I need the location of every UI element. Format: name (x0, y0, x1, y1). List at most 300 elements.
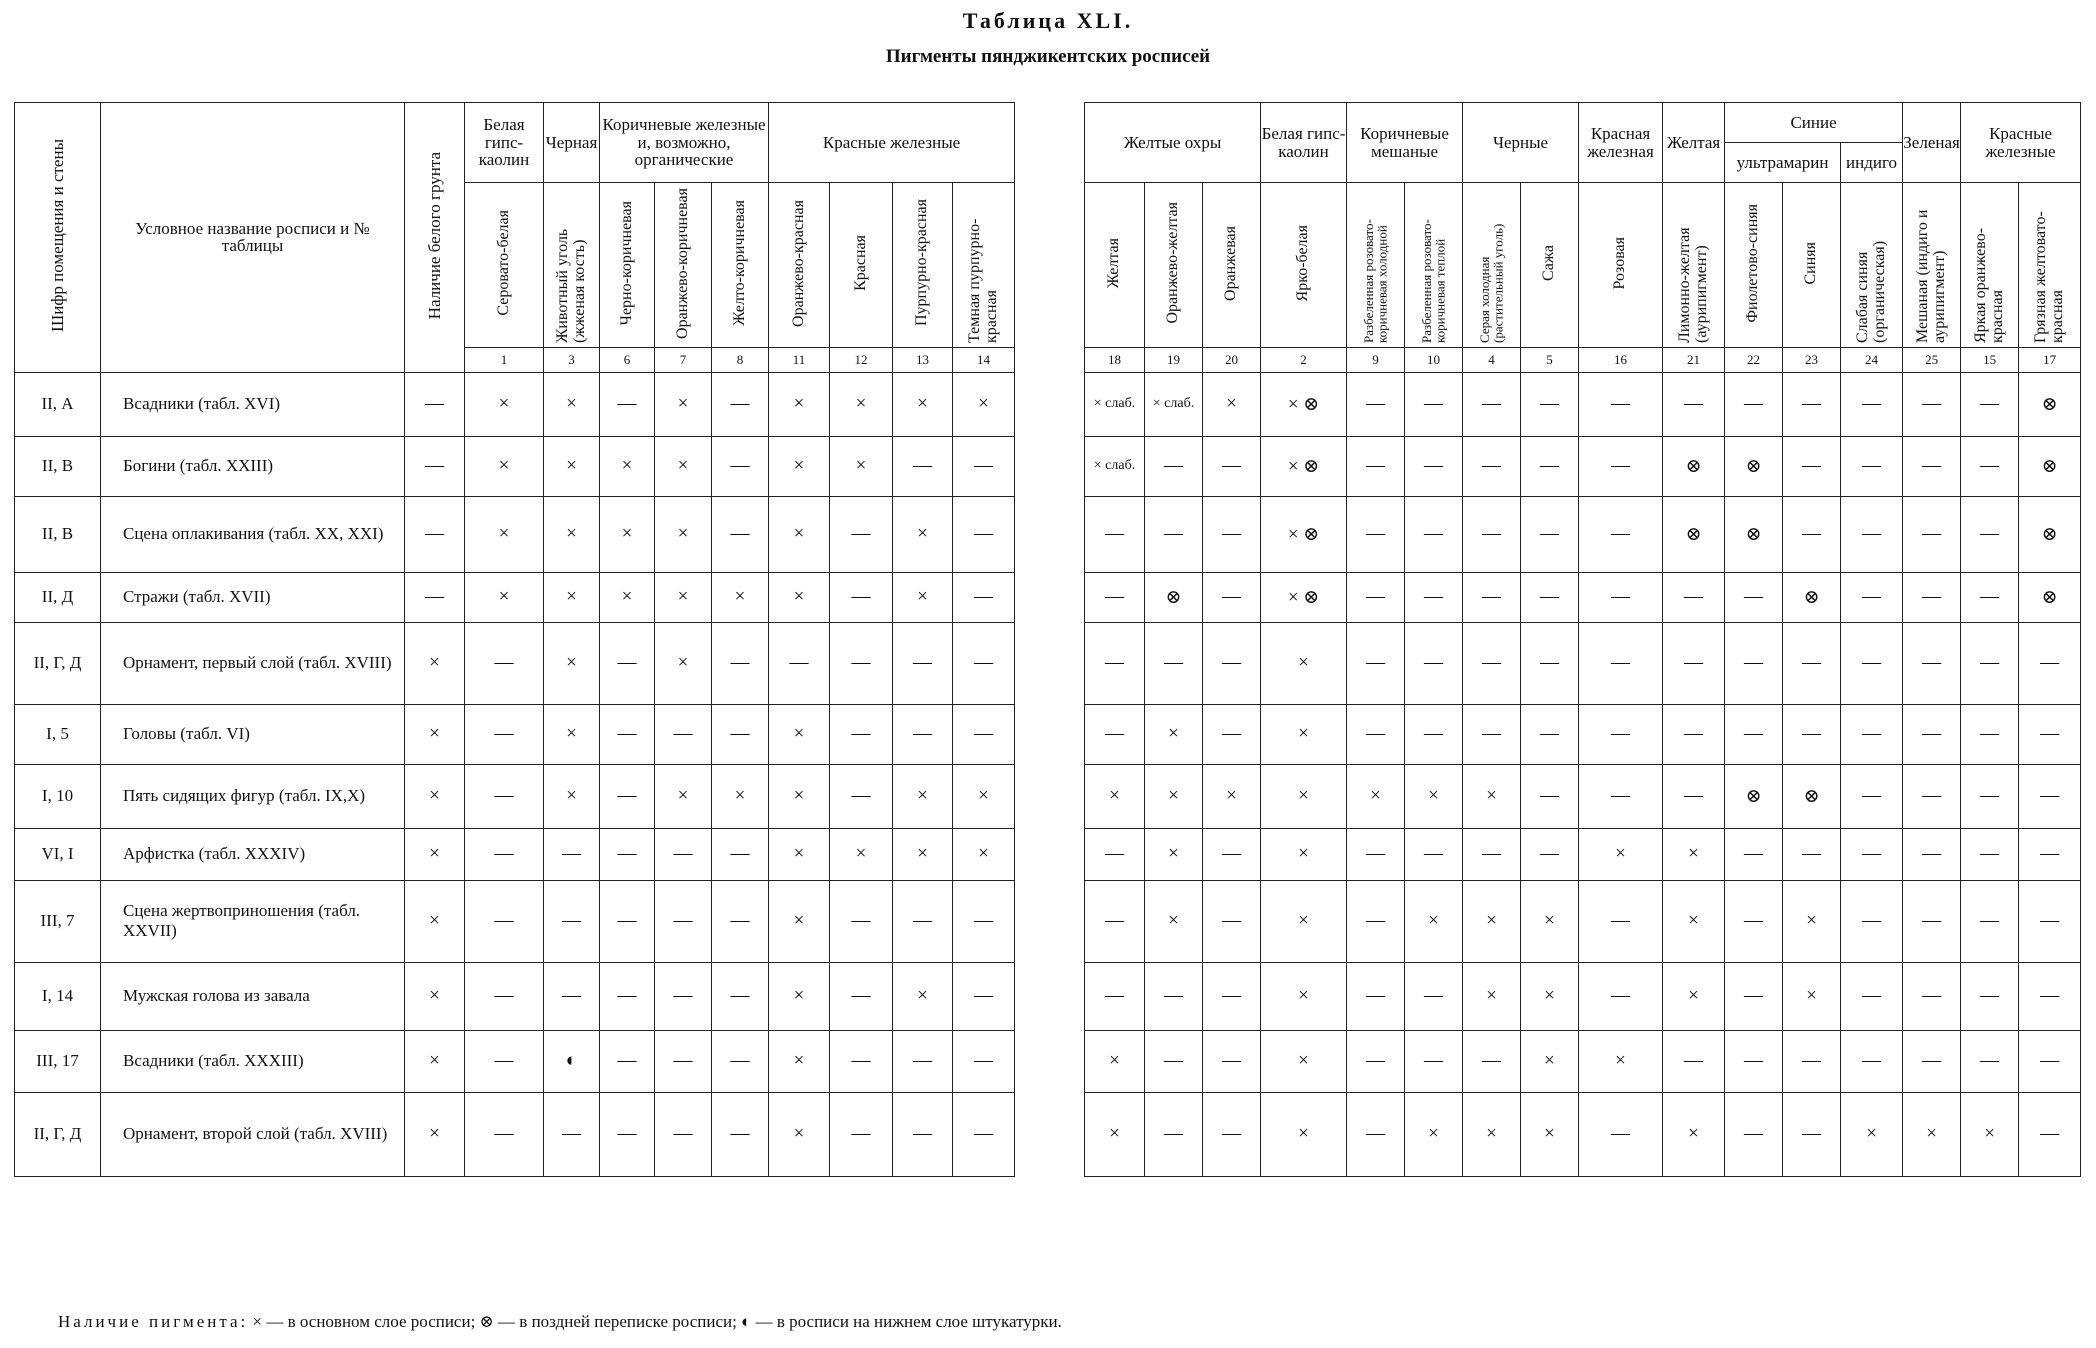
pigment-cell: — (2019, 1092, 2081, 1176)
pigment-cell: — (1203, 1030, 1261, 1092)
right-col-header (1145, 183, 1203, 348)
left-col-number: 1 (465, 347, 544, 372)
subgroup-ultramarine: ультрамарин (1725, 143, 1841, 183)
row-code: II, А (15, 372, 101, 436)
row-ground: × (405, 962, 465, 1030)
pigment-cell: — (712, 1092, 769, 1176)
pigment-cell: × (544, 622, 600, 704)
row-ground: × (405, 828, 465, 880)
pigment-cell: — (1203, 572, 1261, 622)
pigment-cell: — (1961, 372, 2019, 436)
row-name: Сцена оплакивания (табл. XX, XXI) (101, 496, 405, 572)
pigment-cell: — (1903, 704, 1961, 764)
pigment-cell: — (1347, 1092, 1405, 1176)
pigment-cell: — (1903, 436, 1961, 496)
right-col-number: 4 (1463, 347, 1521, 372)
left-col-header (953, 183, 1015, 348)
pigment-cell: — (1725, 880, 1783, 962)
group-yellow-ochre: Желтые охры (1085, 103, 1261, 183)
pigment-cell: — (1405, 372, 1463, 436)
right-col-header-label: Лимонно-желтая (аурипигмент) (1675, 227, 1710, 343)
pigment-cell: — (1903, 496, 1961, 572)
pigment-cell: × (1463, 880, 1521, 962)
pigment-cell: — (893, 436, 953, 496)
table-row (1085, 962, 2081, 1030)
pigment-cell: — (600, 880, 655, 962)
group-yellow: Желтая (1663, 103, 1725, 183)
pigment-cell: — (1405, 496, 1463, 572)
right-col-number: 10 (1405, 347, 1463, 372)
pigment-cell: × (769, 1030, 830, 1092)
pigment-cell: — (1203, 1092, 1261, 1176)
pigment-cell: × ⊗ (1261, 372, 1347, 436)
pigment-cell: × (655, 496, 712, 572)
table-row (1085, 496, 2081, 572)
pigment-cell: × (1261, 1030, 1347, 1092)
pigment-cell: — (830, 962, 893, 1030)
pigment-cell: — (1203, 622, 1261, 704)
row-name: Орнамент, второй слой (табл. XVIII) (101, 1092, 405, 1176)
left-col-header (600, 183, 655, 348)
pigment-cell: — (953, 496, 1015, 572)
pigment-cell: — (1347, 880, 1405, 962)
right-col-header (1347, 183, 1405, 348)
right-col-header (1203, 183, 1261, 348)
subgroup-indigo: индиго (1841, 143, 1903, 183)
right-col-header (1521, 183, 1579, 348)
table-row (1085, 372, 2081, 436)
pigment-cell: × (893, 572, 953, 622)
pigment-cell: × (1085, 1092, 1145, 1176)
pigment-cell: — (655, 1092, 712, 1176)
pigment-cell: ⊗ (1783, 764, 1841, 828)
pigment-cell: × (655, 622, 712, 704)
pigment-cell: × (712, 764, 769, 828)
pigment-cell: × (1521, 962, 1579, 1030)
row-ground: × (405, 1092, 465, 1176)
group-red-iron-2: Красные железные (1961, 103, 2081, 183)
pigment-cell: × (465, 436, 544, 496)
pigment-cell: — (1085, 880, 1145, 962)
right-col-header (1725, 183, 1783, 348)
group-red-iron: Красная железная (1579, 103, 1663, 183)
table-row (1085, 828, 2081, 880)
table-row (15, 764, 1015, 828)
right-col-number: 19 (1145, 347, 1203, 372)
pigment-cell: × (655, 372, 712, 436)
pigment-cell: × (893, 828, 953, 880)
pigment-cell: — (1521, 764, 1579, 828)
pigment-cell: × слаб. (1145, 372, 1203, 436)
left-col-number: 3 (544, 347, 600, 372)
table-row (15, 496, 1015, 572)
pigment-cell: — (1783, 622, 1841, 704)
pigment-cell: × (1521, 1092, 1579, 1176)
pigment-cell: — (769, 622, 830, 704)
pigment-cell: — (1203, 962, 1261, 1030)
row-ground: × (405, 1030, 465, 1092)
pigment-cell: — (1521, 828, 1579, 880)
pigment-cell: × (1521, 1030, 1579, 1092)
right-col-number: 20 (1203, 347, 1261, 372)
pigment-cell: — (1961, 496, 2019, 572)
table-row (1085, 1092, 2081, 1176)
pigment-cell: — (1405, 622, 1463, 704)
pigment-cell: — (2019, 828, 2081, 880)
pigment-cell: × (544, 764, 600, 828)
pigment-cell: — (1085, 828, 1145, 880)
pigment-cell: — (465, 1030, 544, 1092)
pigment-cell: × (1405, 1092, 1463, 1176)
pigment-cell: — (1783, 704, 1841, 764)
pigment-cell: × (1521, 880, 1579, 962)
pigment-cell: — (1783, 496, 1841, 572)
pigment-cell: × (1961, 1092, 2019, 1176)
pigment-cell: — (830, 572, 893, 622)
right-col-header-label: Разбеленная розовато-коричневая теплой (1418, 219, 1448, 343)
left-col-header (544, 183, 600, 348)
row-ground: × (405, 764, 465, 828)
pigment-cell: ⊗ (2019, 436, 2081, 496)
pigment-cell: — (1725, 1030, 1783, 1092)
right-col-header (1463, 183, 1521, 348)
pigment-cell: — (712, 1030, 769, 1092)
left-col-header (712, 183, 769, 348)
pigment-cell: — (1841, 880, 1903, 962)
pigment-cell: — (1521, 572, 1579, 622)
pigment-cell: — (893, 622, 953, 704)
pigment-cell: × (953, 764, 1015, 828)
pigment-cell: — (1841, 962, 1903, 1030)
right-col-header-label: Яркая оранжево-красная (1971, 227, 2006, 343)
pigment-cell: × (1261, 962, 1347, 1030)
group-blue: Синие (1725, 103, 1903, 143)
pigment-cell: × (1145, 880, 1203, 962)
pigment-cell: — (1347, 372, 1405, 436)
page-title: Таблица XLI. (962, 8, 1134, 33)
pigment-cell: — (1841, 828, 1903, 880)
pigment-cell: × (1579, 1030, 1663, 1092)
pigment-cell: × (1261, 880, 1347, 962)
right-col-number: 16 (1579, 347, 1663, 372)
row-code: III, 17 (15, 1030, 101, 1092)
right-col-header (1579, 183, 1663, 348)
pigment-cell: × (1405, 764, 1463, 828)
right-col-header-label: Фиолетово-синяя (1744, 203, 1762, 323)
pigment-cell: — (655, 828, 712, 880)
pigment-cell: × ⊗ (1261, 572, 1347, 622)
right-col-number: 18 (1085, 347, 1145, 372)
pigment-cell: — (953, 1030, 1015, 1092)
row-name: Пять сидящих фигур (табл. IX,X) (101, 764, 405, 828)
pigment-cell: × (1085, 1030, 1145, 1092)
pigment-cell: × (465, 372, 544, 436)
table-row (1085, 572, 2081, 622)
pigment-cell: — (1579, 1092, 1663, 1176)
pigment-cell: — (1903, 962, 1961, 1030)
right-col-header-label: Грязная желтовато-красная (2031, 211, 2066, 343)
pigment-cell: — (953, 704, 1015, 764)
pigment-cell: × ⊗ (1261, 496, 1347, 572)
right-col-header-label: Оранжевая (1222, 225, 1240, 301)
pigment-cell: — (1405, 572, 1463, 622)
pigment-cell: × (953, 828, 1015, 880)
pigment-cell: — (893, 704, 953, 764)
left-col-header-label: Животный уголь (жженая кость) (553, 228, 588, 343)
row-code: II, В (15, 496, 101, 572)
pigment-cell: — (830, 622, 893, 704)
pigment-cell: — (1663, 622, 1725, 704)
pigment-cell: ⊗ (2019, 372, 2081, 436)
pigment-cell: × (769, 880, 830, 962)
pigment-cell: — (1961, 622, 2019, 704)
pigment-cell: × (600, 436, 655, 496)
left-col-number: 7 (655, 347, 712, 372)
pigment-cell: × (1663, 962, 1725, 1030)
pigment-cell: × (769, 1092, 830, 1176)
pigment-cell: — (1725, 828, 1783, 880)
pigment-cell: — (465, 1092, 544, 1176)
pigment-cell: — (1405, 704, 1463, 764)
pigment-cell: — (712, 880, 769, 962)
left-col-header-label: Оранжево-красная (789, 199, 807, 327)
pigment-cell: — (1725, 572, 1783, 622)
pigment-cell: × (769, 962, 830, 1030)
pigment-cell: — (1347, 828, 1405, 880)
pigment-cell: — (1903, 372, 1961, 436)
pigment-cell: × (1783, 962, 1841, 1030)
pigment-cell: — (1203, 880, 1261, 962)
pigment-cell: ⊗ (1663, 436, 1725, 496)
pigment-cell: — (1663, 764, 1725, 828)
pigment-cell: — (1961, 436, 2019, 496)
pigment-cell: — (1521, 372, 1579, 436)
pigment-cell: — (2019, 622, 2081, 704)
pigment-cell: — (1347, 436, 1405, 496)
left-col-number: 11 (769, 347, 830, 372)
pigment-cell: × (1463, 1092, 1521, 1176)
group-black: Черные (1463, 103, 1579, 183)
right-col-number: 23 (1783, 347, 1841, 372)
pigment-cell: — (1463, 372, 1521, 436)
pigment-cell: — (655, 880, 712, 962)
pigment-cell: — (600, 622, 655, 704)
pigment-cell: — (1145, 1030, 1203, 1092)
pigment-cell: — (465, 828, 544, 880)
pigment-cell: — (1903, 764, 1961, 828)
right-col-header (1261, 183, 1347, 348)
row-ground: — (405, 572, 465, 622)
pigment-cell: — (1579, 880, 1663, 962)
pigment-cell: ⊗ (1783, 572, 1841, 622)
pigment-cell: — (600, 372, 655, 436)
pigment-cell: × (600, 572, 655, 622)
pigment-cell: — (1579, 372, 1663, 436)
right-col-header-label: Серая холодная (растительный уголь) (1476, 223, 1506, 343)
pigment-cell: — (1663, 1030, 1725, 1092)
right-col-header (1405, 183, 1463, 348)
pigment-cell: × (1261, 828, 1347, 880)
pigment-cell: × (1663, 828, 1725, 880)
row-ground: × (405, 622, 465, 704)
pigment-cell: — (655, 1030, 712, 1092)
pigment-cell: — (1085, 572, 1145, 622)
pigment-cell: — (1961, 704, 2019, 764)
table-row (1085, 622, 2081, 704)
right-col-header-label: Мешаная (индиго и аурипигмент) (1913, 209, 1948, 343)
pigment-cell: — (465, 880, 544, 962)
table-row (1085, 436, 2081, 496)
table-row (15, 828, 1015, 880)
pigment-cell: × (655, 572, 712, 622)
row-name: Всадники (табл. XVI) (101, 372, 405, 436)
pigment-cell: — (600, 764, 655, 828)
pigment-cell: × (1783, 880, 1841, 962)
row-code: VI, I (15, 828, 101, 880)
pigment-cell: — (544, 828, 600, 880)
right-col-header-label: Розовая (1611, 236, 1629, 290)
pigment-cell: — (712, 704, 769, 764)
pigment-cell: ⊗ (1663, 496, 1725, 572)
pigment-cell: × (1261, 622, 1347, 704)
pigment-cell: — (465, 622, 544, 704)
pigment-cell: — (2019, 962, 2081, 1030)
pigment-cell: × (1203, 764, 1261, 828)
table-row (15, 572, 1015, 622)
pigment-cell: — (1347, 962, 1405, 1030)
row-code: II, Г, Д (15, 1092, 101, 1176)
pigment-cell: × (1841, 1092, 1903, 1176)
left-pigment-table (14, 102, 1015, 1177)
pigment-cell: — (1579, 622, 1663, 704)
right-col-header-label: Слабая синяя (органическая) (1853, 240, 1888, 343)
right-col-header (1085, 183, 1145, 348)
table-row (15, 880, 1015, 962)
pigment-cell: — (544, 1092, 600, 1176)
pigment-cell: — (1203, 828, 1261, 880)
pigment-cell: — (1663, 372, 1725, 436)
table-row (1085, 1030, 2081, 1092)
left-col-header-label: Пурпурно-красная (913, 199, 931, 327)
group-brown: Коричневые железные и, возможно, органические (600, 103, 769, 183)
row-name: Всадники (табл. XXXIII) (101, 1030, 405, 1092)
pigment-cell: — (2019, 1030, 2081, 1092)
pigment-cell: — (2019, 880, 2081, 962)
pigment-cell: — (1203, 436, 1261, 496)
pigment-cell: — (1405, 436, 1463, 496)
pigment-cell: × (1145, 764, 1203, 828)
pigment-cell: — (1145, 436, 1203, 496)
pigment-cell: — (1841, 436, 1903, 496)
pigment-cell: × (600, 496, 655, 572)
pigment-cell: — (1783, 436, 1841, 496)
pigment-cell: — (1085, 622, 1145, 704)
pigment-cell: — (2019, 764, 2081, 828)
pigment-cell: × (953, 372, 1015, 436)
left-col-header (893, 183, 953, 348)
group-white-kaolin: Белая гипс-каолин (1261, 103, 1347, 183)
left-col-header (655, 183, 712, 348)
pigment-cell: — (1725, 704, 1783, 764)
row-name: Стражи (табл. XVII) (101, 572, 405, 622)
pigment-cell: — (544, 962, 600, 1030)
pigment-cell: — (1405, 962, 1463, 1030)
left-col-header-label: Желто-коричневая (730, 200, 748, 326)
pigment-cell: — (1841, 496, 1903, 572)
pigment-cell: × (893, 962, 953, 1030)
pigment-cell: ⊗ (1145, 572, 1203, 622)
pigment-cell: × (1145, 704, 1203, 764)
pigment-cell: × (893, 764, 953, 828)
pigment-cell: × (1463, 764, 1521, 828)
pigment-cell: — (1783, 1092, 1841, 1176)
pigment-cell: — (1841, 572, 1903, 622)
pigment-cell: — (1463, 1030, 1521, 1092)
group-red: Красные железные (769, 103, 1015, 183)
row-code: II, Д (15, 572, 101, 622)
right-col-header (1841, 183, 1903, 348)
pigment-cell: — (1347, 704, 1405, 764)
pigment-cell: — (1961, 764, 2019, 828)
pigment-cell: — (1347, 622, 1405, 704)
pigment-cell: — (1085, 496, 1145, 572)
pigment-cell: × (544, 496, 600, 572)
pigment-cell: — (1579, 496, 1663, 572)
row-code: II, Г, Д (15, 622, 101, 704)
pigment-cell: — (712, 622, 769, 704)
pigment-cell: — (1405, 828, 1463, 880)
right-col-header-label: Сажа (1540, 245, 1558, 281)
pigment-cell: × (769, 372, 830, 436)
right-col-number: 21 (1663, 347, 1725, 372)
pigment-cell: — (1579, 962, 1663, 1030)
pigment-cell: — (712, 436, 769, 496)
pigment-cell: — (712, 496, 769, 572)
pigment-cell: × (1261, 1092, 1347, 1176)
right-col-number: 17 (2019, 347, 2081, 372)
ground-header: Наличие белого грунта (424, 151, 444, 320)
pigment-cell: — (1405, 1030, 1463, 1092)
pigment-cell: — (600, 1092, 655, 1176)
pigment-cell: — (465, 962, 544, 1030)
pigment-cell: — (1521, 496, 1579, 572)
pigment-cell: — (830, 764, 893, 828)
right-col-header (1783, 183, 1841, 348)
pigment-cell: ⊗ (1725, 436, 1783, 496)
pigment-cell: × (1347, 764, 1405, 828)
table-row (15, 1030, 1015, 1092)
table-row (15, 372, 1015, 436)
pigment-cell: × ⊗ (1261, 436, 1347, 496)
pigment-cell: — (1085, 704, 1145, 764)
pigment-cell: — (600, 1030, 655, 1092)
row-name: Мужская голова из завала (101, 962, 405, 1030)
pigment-cell: × (544, 372, 600, 436)
pigment-cell: — (1663, 572, 1725, 622)
right-col-number: 9 (1347, 347, 1405, 372)
name-header: Условное название росписи и № таблицы (135, 218, 370, 256)
pigment-cell: × (1463, 962, 1521, 1030)
row-ground: — (405, 496, 465, 572)
pigment-cell: — (655, 962, 712, 1030)
row-name: Арфистка (табл. XXXIV) (101, 828, 405, 880)
left-col-number: 8 (712, 347, 769, 372)
pigment-cell: × (830, 436, 893, 496)
pigment-cell: — (1903, 572, 1961, 622)
pigment-cell: — (953, 436, 1015, 496)
pigment-cell: × (1663, 880, 1725, 962)
right-col-number: 25 (1903, 347, 1961, 372)
